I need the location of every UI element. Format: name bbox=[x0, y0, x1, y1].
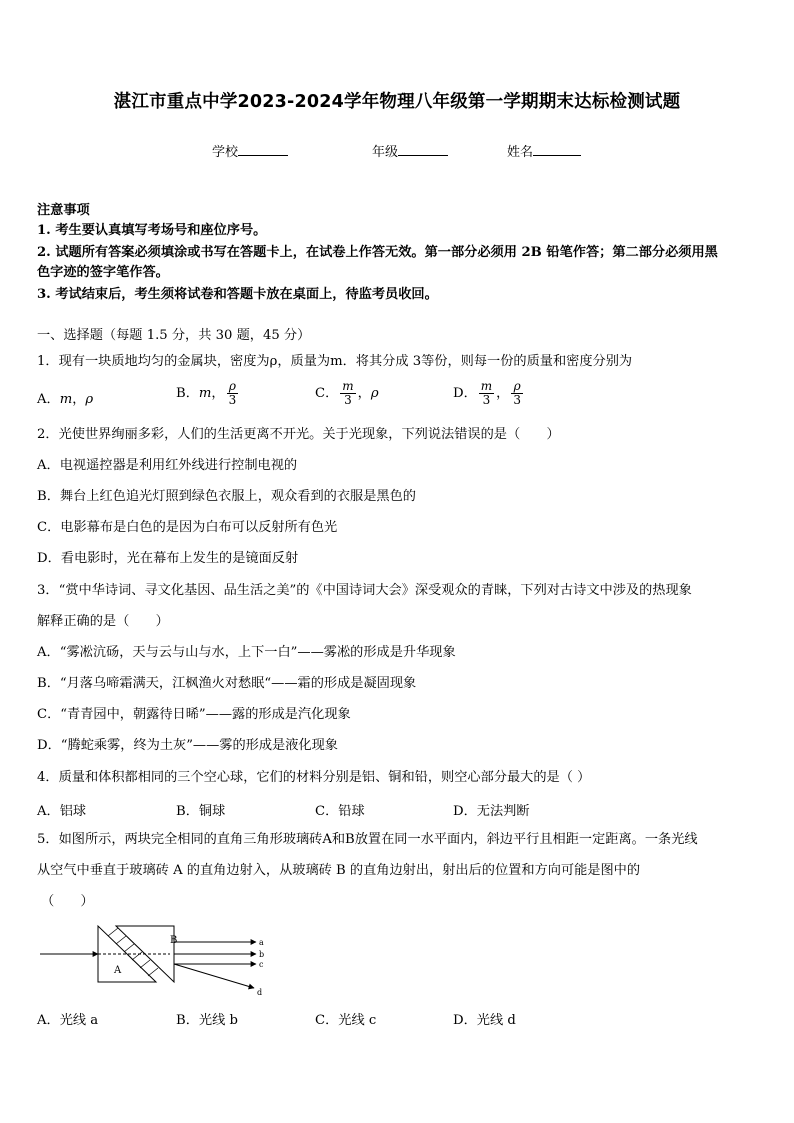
q1-b-fraction: $\frac{\rho}{3}$ bbox=[228, 379, 237, 407]
q1-stem: 1．现有一块质地均匀的金属块，密度为ρ，质量为m．将其分成 3等份，则每一份的质量和密度分别为 bbox=[37, 354, 633, 369]
q4-option-c: C．铅球 bbox=[315, 804, 365, 819]
q4-option-a: A．铝球 bbox=[37, 804, 87, 819]
q1-d-fraction-2: $\frac{\rho}{3}$ bbox=[513, 379, 521, 407]
q1-option-a: A．m，ρ bbox=[37, 392, 94, 407]
notice-item-2-cont: 色字迹的签字笔作答。 bbox=[37, 265, 169, 280]
q5-option-a: A．光线 a bbox=[37, 1013, 99, 1028]
notice-item-3: 3. 考试结束后，考生须将试卷和答题卡放在桌面上，待监考员收回。 bbox=[37, 287, 438, 302]
grade-field bbox=[372, 141, 448, 160]
q5-option-c: C．光线 c bbox=[315, 1013, 377, 1028]
school-field bbox=[212, 141, 288, 160]
q2-option-c: C．电影幕布是白色的是因为白布可以反射所有色光 bbox=[37, 520, 338, 535]
q2-option-a: A．电视遥控器是利用红外线进行控制电视的 bbox=[37, 458, 298, 473]
q1-option-d: D． $\frac{m}{3}$ ， $\frac{\rho}{3}$ bbox=[453, 379, 521, 407]
name-blank bbox=[533, 142, 581, 156]
ray-c-label: c bbox=[259, 960, 264, 969]
school-blank bbox=[238, 142, 288, 156]
prism-a bbox=[98, 926, 156, 982]
ray-b-label: b bbox=[259, 950, 265, 959]
q3-option-b: B．“月落乌啼霜满天，江枫渔火对愁眠“——霜的形成是凝固现象 bbox=[37, 676, 417, 691]
ray-d-label: d bbox=[257, 988, 263, 997]
q2-option-d: D．看电影时，光在幕布上发生的是镜面反射 bbox=[37, 551, 299, 566]
prism-diagram bbox=[36, 918, 276, 1000]
q3-stem: 3．“赏中华诗词、寻文化基因、品生活之美”的《中国诗词大会》深受观众的青睐，下列对古诗文中涉及的热现象 bbox=[37, 583, 692, 598]
grade-label: 年级 bbox=[372, 145, 399, 160]
q5-answer-bracket: （ ） bbox=[41, 894, 94, 909]
grade-blank bbox=[398, 142, 448, 156]
q5-option-d: D．光线 d bbox=[453, 1013, 516, 1028]
q3-option-d: D．“腾蛇乘雾，终为土灰”——雾的形成是液化现象 bbox=[37, 738, 338, 753]
q2-option-b: B．舞台上红色追光灯照到绿色衣服上，观众看到的衣服是黑色的 bbox=[37, 489, 416, 504]
prism-a-label: A bbox=[114, 965, 122, 976]
name-field bbox=[507, 141, 581, 160]
page-title: 湛江市重点中学2023-2024学年物理八年级第一学期期末达标检测试题 bbox=[113, 92, 681, 112]
q2-stem: 2．光使世界绚丽多彩，人们的生活更离不开光。关于光现象，下列说法错误的是（ ） bbox=[37, 427, 560, 442]
q3-option-a: A．“雾凇沆砀，天与云与山与水，上下一白”——雾凇的形成是升华现象 bbox=[37, 645, 456, 660]
q1-option-c: C． $\frac{m}{3}$ ，ρ bbox=[315, 379, 379, 407]
q4-option-d: D．无法判断 bbox=[453, 804, 530, 819]
q4-option-b: B．铜球 bbox=[176, 804, 226, 819]
q4-stem: 4．质量和体积都相同的三个空心球，它们的材料分别是铝、铜和铅，则空心部分最大的是（ ） bbox=[37, 770, 591, 785]
q5-stem: 5．如图所示，两块完全相同的直角三角形玻璃砖A和B放置在同一水平面内，斜边平行且相距一定距离。一条光线 bbox=[37, 832, 698, 847]
q1-d-fraction-1: $\frac{m}{3}$ bbox=[480, 379, 493, 407]
q5-option-b: B．光线 b bbox=[176, 1013, 238, 1028]
notice-heading: 注意事项 bbox=[37, 203, 90, 218]
school-label: 学校 bbox=[212, 145, 239, 160]
section-heading: 一、选择题（每题 1.5 分，共 30 题，45 分） bbox=[37, 328, 311, 343]
notice-item-1: 1. 考生要认真填写考场号和座位序号。 bbox=[37, 223, 267, 238]
q5-stem-cont: 从空气中垂直于玻璃砖 A 的直角边射入，从玻璃砖 B 的直角边射出，射出后的位置和方向可能是图中的 bbox=[37, 863, 641, 878]
q1-c-fraction: $\frac{m}{3}$ bbox=[342, 379, 354, 407]
name-label: 姓名 bbox=[507, 145, 534, 160]
q1-option-b: B．m， $\frac{\rho}{3}$ bbox=[176, 379, 237, 407]
q3-option-c: C．“青青园中，朝露待日晞”——露的形成是汽化现象 bbox=[37, 707, 351, 722]
ray-a-label: a bbox=[259, 938, 264, 947]
q3-stem-cont: 解释正确的是（ ） bbox=[37, 614, 169, 629]
prism-b-label: B bbox=[170, 935, 178, 946]
ray-d bbox=[174, 964, 254, 988]
notice-item-2: 2. 试题所有答案必须填涂或书写在答题卡上，在试卷上作答无效。第一部分必须用 2B 铅笔作答；第二部分必须用黑 bbox=[37, 245, 718, 260]
